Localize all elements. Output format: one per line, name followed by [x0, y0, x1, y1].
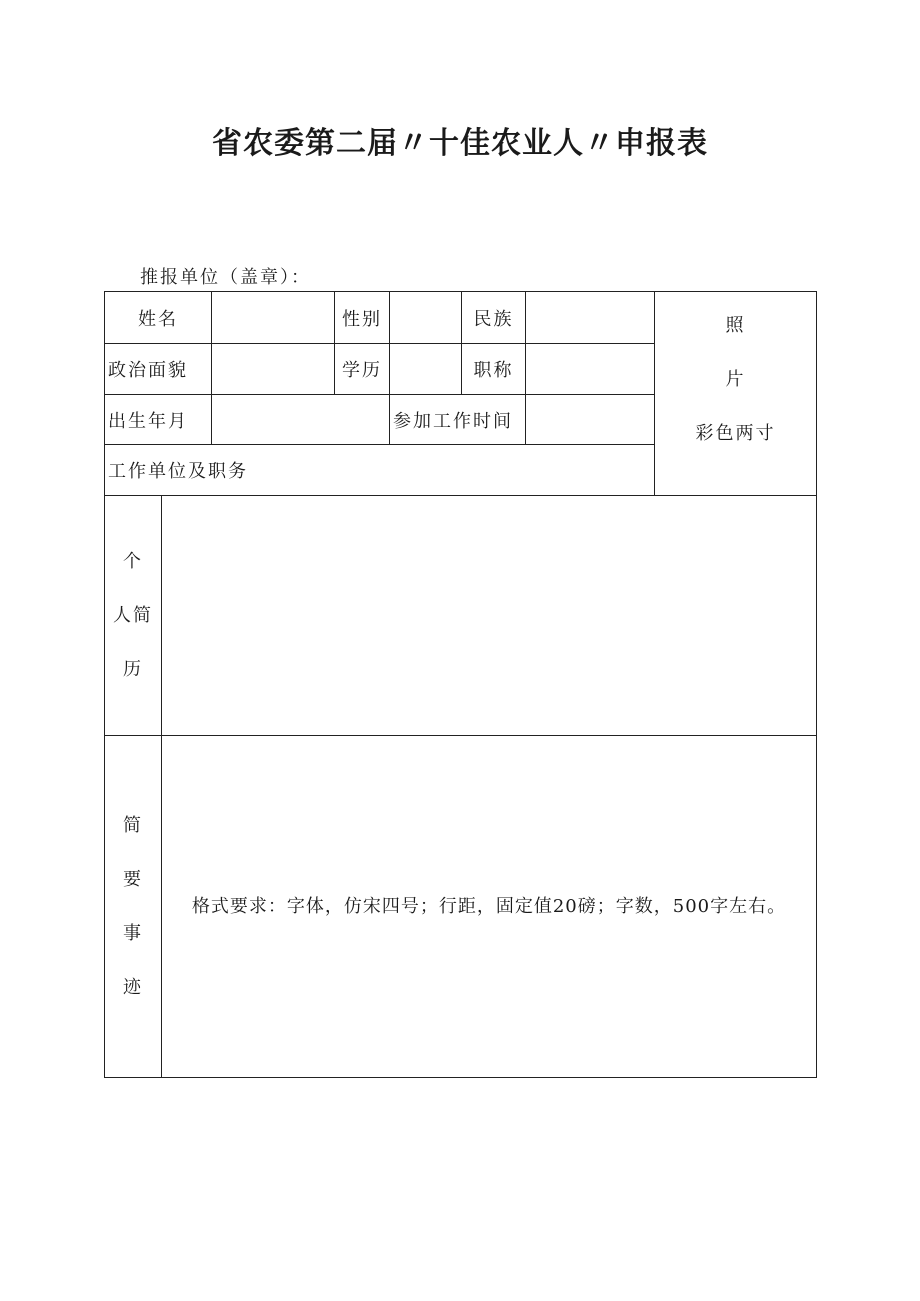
- photo-size-label: 彩色两寸: [695, 423, 776, 444]
- page-title: 省农委第二届〃十佳农业人〃申报表: [212, 126, 708, 161]
- education-field[interactable]: [390, 344, 462, 395]
- gender-label: 性别: [335, 292, 390, 344]
- education-label: 学历: [335, 344, 390, 395]
- ethnicity-label: 民族: [462, 292, 526, 344]
- work-start-label: 参加工作时间: [390, 395, 526, 445]
- photo-label-line2: 片: [725, 369, 746, 390]
- resume-label-char2: 人简: [113, 604, 153, 626]
- resume-field[interactable]: [162, 496, 817, 736]
- birth-date-field[interactable]: [212, 395, 390, 445]
- title-field[interactable]: [526, 344, 655, 395]
- deeds-field[interactable]: [162, 736, 817, 1078]
- photo-area[interactable]: [655, 292, 817, 496]
- gender-field[interactable]: [390, 292, 462, 344]
- recommending-unit-label: 推报单位（盖章）：: [140, 267, 311, 288]
- form-table: [104, 291, 817, 1078]
- ethnicity-field[interactable]: [526, 292, 655, 344]
- photo-label-line1: 照: [725, 315, 746, 336]
- format-requirement-note: 格式要求：字体，仿宋四号；行距，固定值20磅；字数，500字左右。: [191, 896, 787, 917]
- deeds-label-char2: 要: [123, 868, 143, 890]
- resume-label: [105, 496, 162, 736]
- birth-date-label: 出生年月: [105, 395, 212, 445]
- name-label: 姓名: [105, 292, 212, 344]
- deeds-label-char4: 迹: [123, 976, 143, 998]
- title-label: 职称: [462, 344, 526, 395]
- political-status-field[interactable]: [212, 344, 335, 395]
- resume-label-char1: 个: [123, 550, 143, 572]
- work-start-field[interactable]: [526, 395, 655, 445]
- application-form: [104, 291, 817, 1078]
- deeds-label-char3: 事: [123, 922, 143, 944]
- resume-label-char3: 历: [123, 658, 143, 680]
- deeds-label-char1: 简: [123, 814, 143, 836]
- deeds-label: [105, 736, 162, 1078]
- political-status-label: 政治面貌: [105, 344, 212, 395]
- work-unit-label: 工作单位及职务: [105, 445, 655, 496]
- name-field[interactable]: [212, 292, 335, 344]
